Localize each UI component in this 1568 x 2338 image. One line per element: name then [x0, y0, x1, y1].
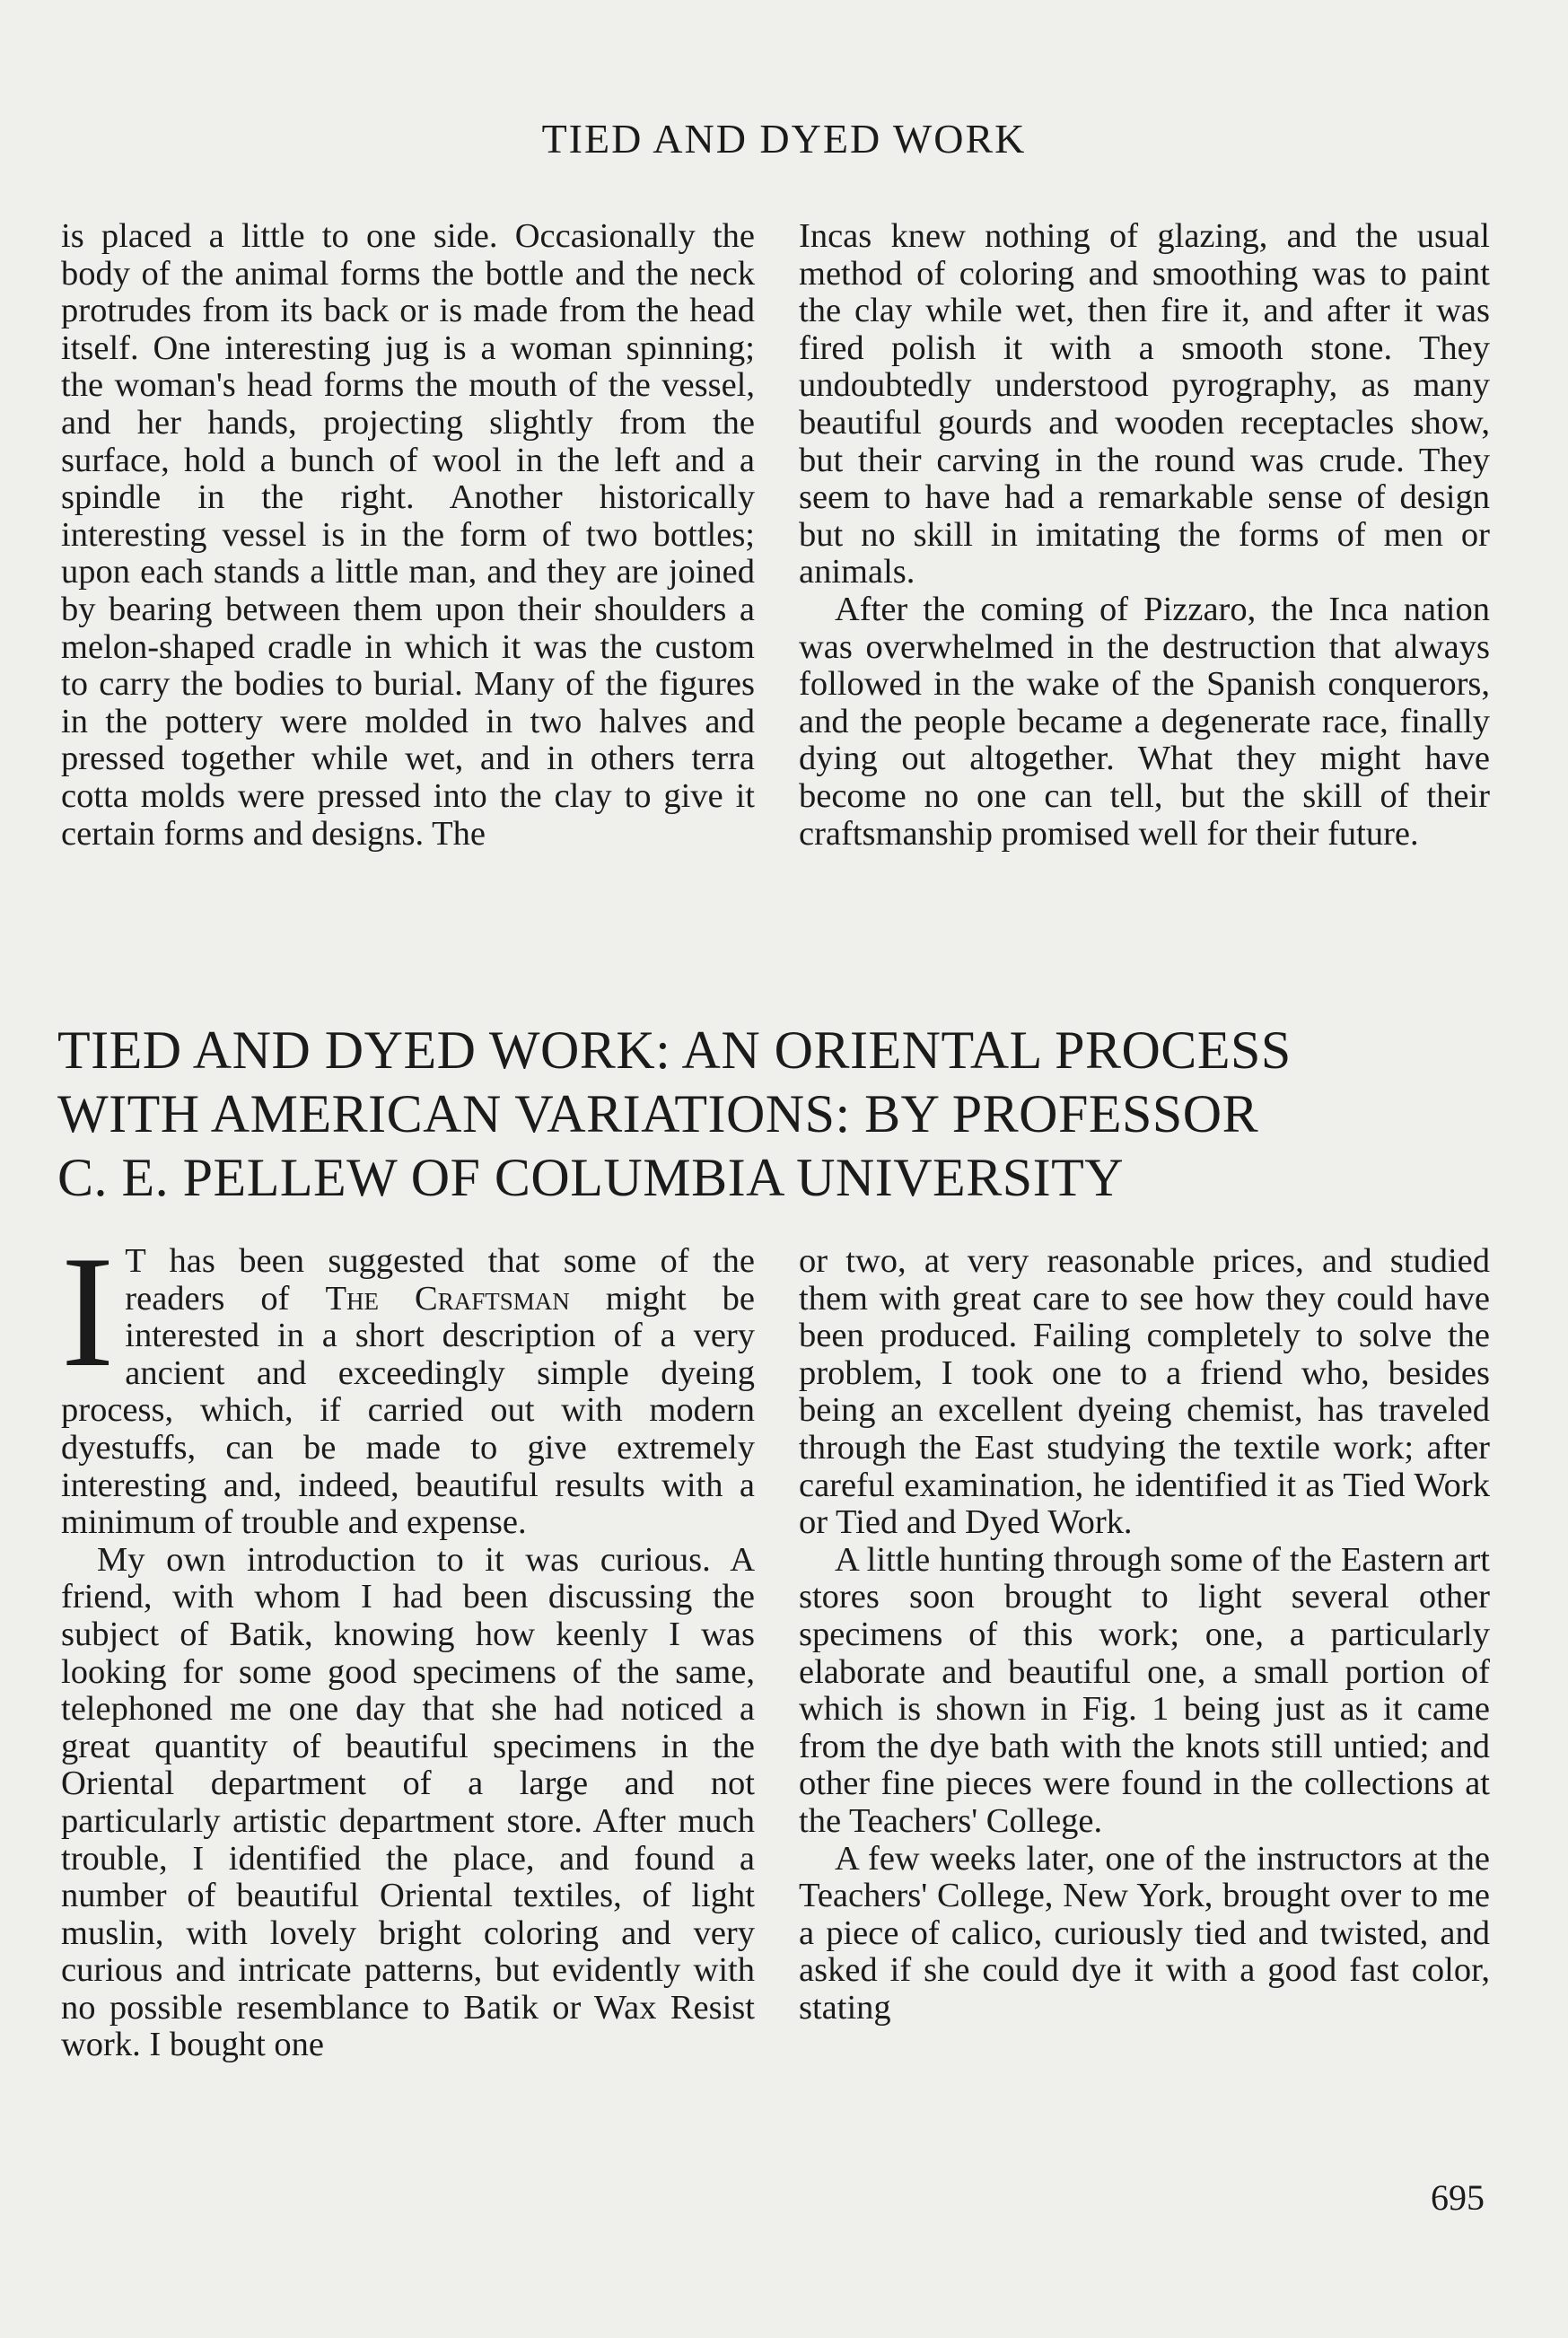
top-right-paragraph-1: Incas knew nothing of glazing, and the usual method of coloring and smoothing was to paint the clay while wet, then fire it, and after it was fired polish it with a smooth stone. They undoubtedly understood pyrography, as many beautiful gourds and wooden receptacles show, but their carving in the round was crude. They seem to have had a remarkable sense of design but no skill in imitating the forms of men or animals. [799, 217, 1490, 591]
running-head: TIED AND DYED WORK [541, 116, 1027, 162]
bottom-left-paragraph-2: My own introduction to it was curious. A friend, with whom I had been discussing the subject of Batik, knowing how keenly I was looking for some good specimens of the same, telephoned me one day that she had noticed a great quantity of beautiful specimens in the Oriental department of a large and not particularly artistic department store. After much trouble, I identified the place, and found a number of beautiful Oriental textiles, of light muslin, with lovely bright coloring and very curious and intricate patterns, but evidently with no possible resemblance to Batik or Wax Resist work. I bought one [61, 1540, 755, 2064]
drop-cap: I [61, 1222, 115, 1400]
article-title [57, 1019, 1498, 1210]
article-title-line-3: C. E. PELLEW OF COLUMBIA UNIVERSITY [57, 1148, 1125, 1207]
bottom-right-column [799, 1243, 1490, 2027]
top-left-paragraph: is placed a little to one side. Occasionally the body of the animal forms the bottle and the neck protrudes from its back or is made from the head itself. One interesting jug is a woman spinning; the woman's head forms the mouth of the vessel, and her hands, projecting slightly from the surface, hold a bunch of wool in the left and a spindle in the right. Another historically interesting vessel is in the form of two bottles; upon each stands a little man, and they are joined by bearing between them upon their shoulders a melon-shaped cradle in which it was the custom to carry the bodies to burial. Many of the figures in the pottery were molded in two halves and pressed together while wet, and in others terra cotta molds were pressed into the clay to give it certain forms and designs. The [61, 217, 755, 853]
bottom-right-paragraph-3: A few weeks later, one of the instructors at the Teachers' College, New York, brought over to me a piece of calico, curiously tied and twisted, and asked if she could dye it with a good fast color, stating [799, 1839, 1490, 2027]
bottom-left-paragraph-1 [61, 1222, 755, 1542]
top-right-column [799, 218, 1490, 853]
magazine-name: The Craftsman [325, 1279, 570, 1318]
article-title-line-2: WITH AMERICAN VARIATIONS: BY PROFESSOR [57, 1084, 1259, 1143]
paragraph-1-end: might be interested in a short description of a very ancient and exceedingly simple dyeing process, which, if carried out with modern dyestuffs, can be made to give extremely interesting and, indeed, beautiful results with a minimum of trouble and expense. [61, 1279, 755, 1542]
bottom-left-column [61, 1222, 755, 2064]
top-right-paragraph-2: After the coming of Pizzaro, the Inca nation was overwhelmed in the destruction that always followed in the wake of the Spanish conquerors, and the people became a degenerate race, finally dying out altogether. What they might have become no one can tell, but the skill of their craftsmanship promised well for their future. [799, 590, 1490, 853]
article-title-line-1: TIED AND DYED WORK: AN ORIENTAL PROCESS [57, 1020, 1292, 1080]
bottom-right-paragraph-2: A little hunting through some of the Eastern art stores soon brought to light several other specimens of this work; one, a particularly elaborate and beautiful one, a small portion of which is shown in Fig. 1 being just as it came from the dye bath with the knots still untied; and other fine pieces were found in the collections at the Teachers' College. [799, 1540, 1490, 1840]
top-left-column [61, 218, 755, 853]
paragraph-1-start: T has been suggested that some of the readers of [125, 1242, 755, 1318]
bottom-right-paragraph-1: or two, at very reasonable prices, and studied them with great care to see how they could have been produced. Failing completely to solve the problem, I took one to a friend who, besides being an excellent dyeing chemist, has traveled through the East studying the textile work; after careful examination, he identified it as Tied Work or Tied and Dyed Work. [799, 1242, 1490, 1542]
page-number: 695 [1431, 2177, 1485, 2218]
